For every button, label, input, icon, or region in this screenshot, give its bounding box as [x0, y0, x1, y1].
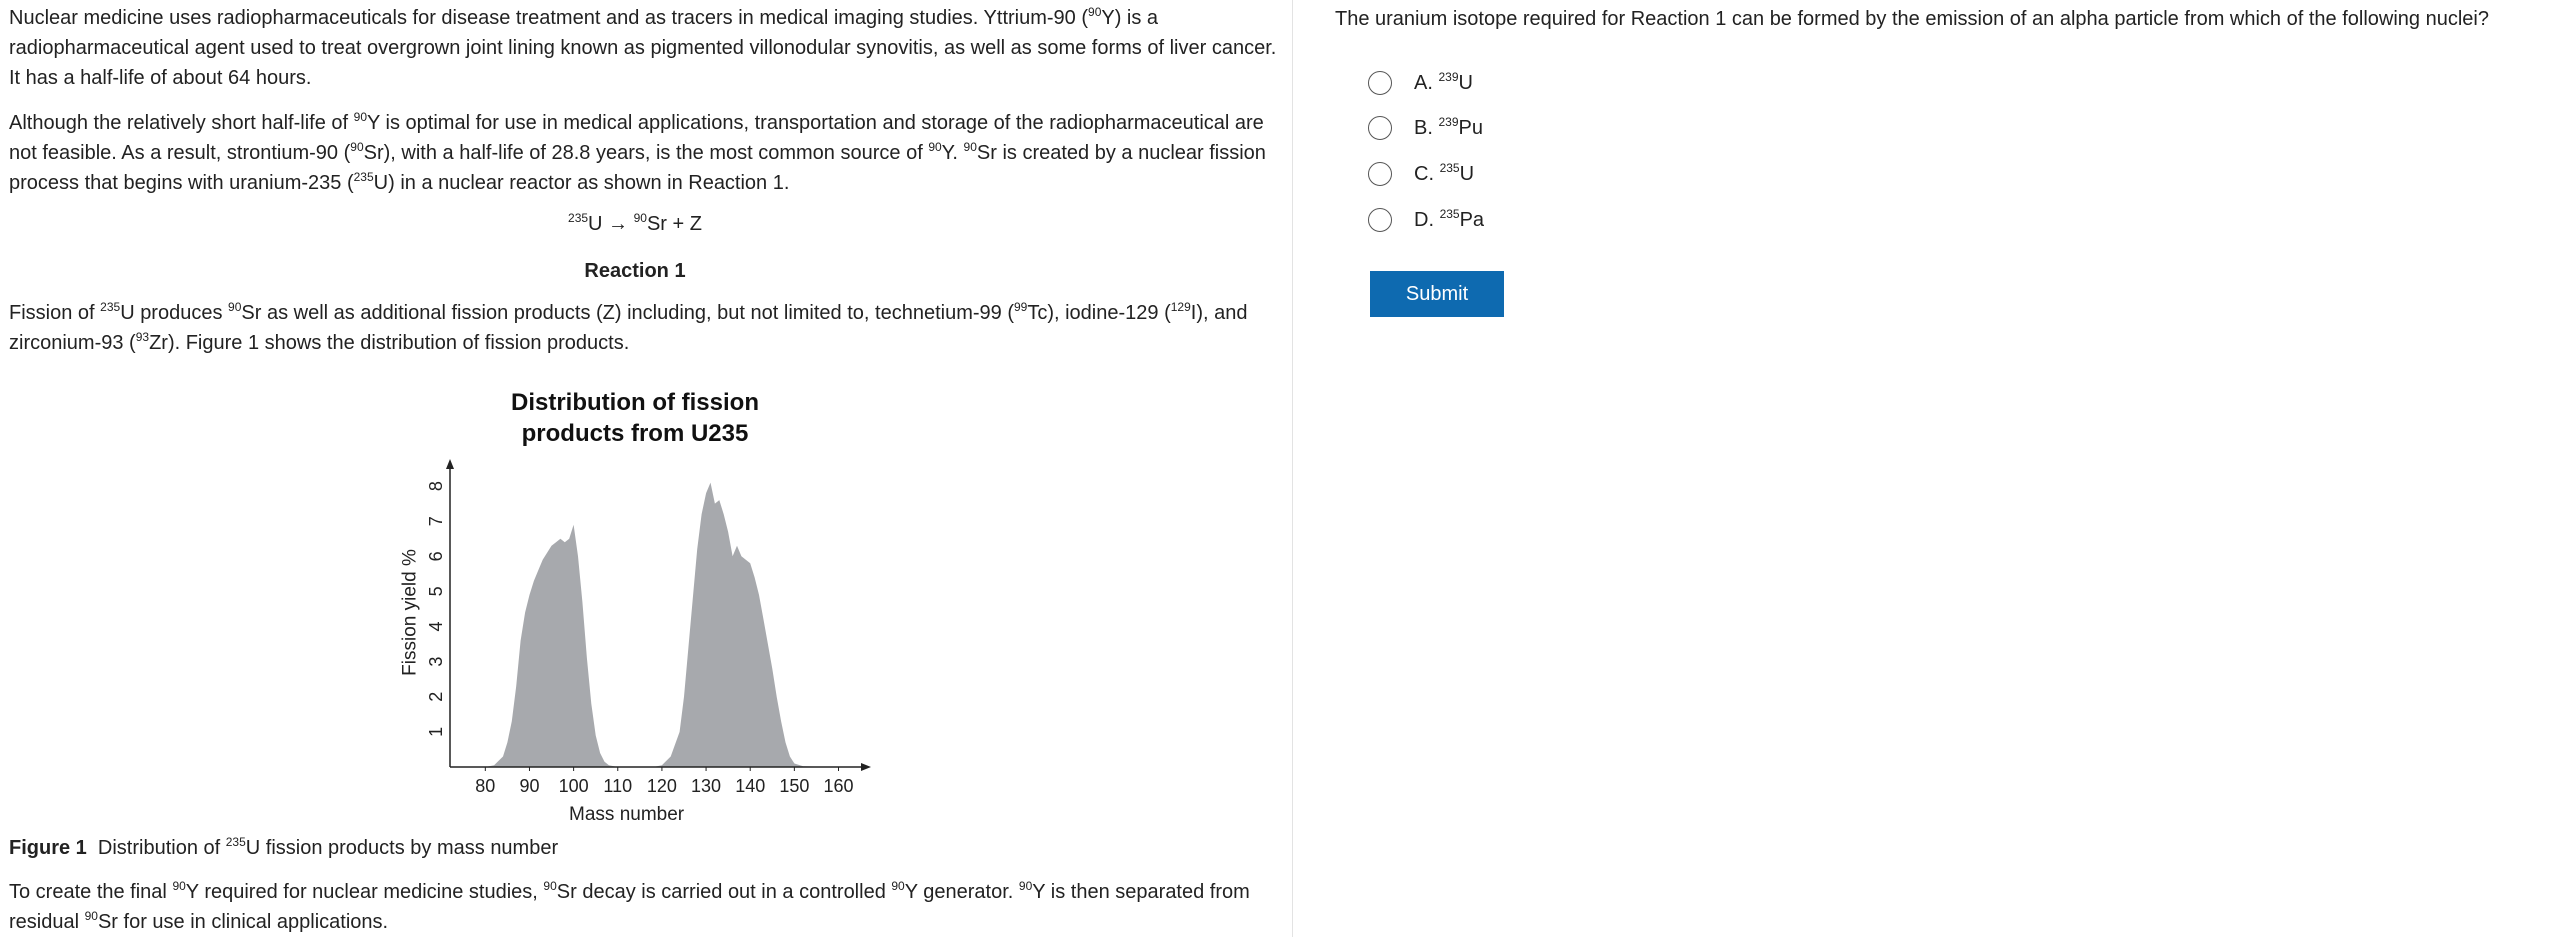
- reaction-equation: $^{235}$U → $^{90}$Sr + Z: [568, 211, 702, 235]
- x-tick-label: 90: [519, 776, 540, 796]
- passage-paragraph-3: Fission of $^{235}$U produces $^{90}$Sr as well as additional fission products (Z) including, but not limited to, technetium-99 ($^{99}$Tc), iodine-129 ($^{129}$I), and zirconium-93 ($^{93}$Zr). Figure 1 shows the distribution of fission products.: [9, 300, 1248, 354]
- x-axis-label: Mass number: [569, 804, 685, 825]
- x-tick-label: 100: [558, 776, 589, 796]
- passage-paragraph-2: Although the relatively short half-life of $^{90}$Y is optimal for use in medical applications, transportation and storage of the radiopharmaceutical are not feasible. As a result, strontium-90 ($^{90}$Sr), with a half-life of 28.8 years, is the most common source of $^{90}$Y. $^{90}$Sr is created by a nuclear fission process that begins with uranium-235 ($^{235}$U) in a nuclear reactor as shown in Reaction 1.: [9, 110, 1266, 194]
- y-axis-arrow-icon: [446, 459, 454, 469]
- chart-title-line-2: products from U235: [521, 420, 749, 447]
- x-tick-label: 150: [779, 776, 810, 796]
- x-tick-label: 120: [646, 776, 677, 796]
- y-axis-label: Fission yield %: [399, 549, 421, 676]
- option-c[interactable]: [1368, 159, 1474, 189]
- radio-circle-icon[interactable]: [1368, 162, 1392, 186]
- figure-caption: Figure 1 Distribution of $^{235}$U fission products by mass number: [9, 835, 559, 859]
- y-tick-label: 7: [426, 516, 446, 527]
- question-stem: The uranium isotope required for Reaction 1 can be formed by the emission of an alpha particle from which of the following nuclei?: [1335, 8, 2489, 30]
- fission-yield-chart: [380, 450, 880, 825]
- passage-paragraph-4: To create the final $^{90}$Y required for nuclear medicine studies, $^{90}$Sr decay is carried out in a controlled $^{90}$Y generator. $^{90}$Y is then separated from residual $^{90}$Sr for use in clinical applications.: [9, 879, 1250, 933]
- option-b[interactable]: [1368, 113, 1483, 143]
- question-pane: [1293, 0, 2568, 937]
- reaction-label: Reaction 1: [584, 260, 686, 282]
- y-tick-label: 3: [426, 656, 446, 667]
- y-tick-label: 5: [426, 586, 446, 597]
- chart-title: [440, 387, 830, 449]
- submit-button[interactable]: Submit: [1370, 271, 1504, 317]
- option-d[interactable]: [1368, 205, 1484, 235]
- y-tick-label: 2: [426, 691, 446, 702]
- x-tick-label: 80: [475, 776, 496, 796]
- radio-circle-icon[interactable]: [1368, 116, 1392, 140]
- option-d-label: D. $^{235}$Pa: [1414, 206, 1485, 231]
- option-a-label: A. $^{239}$U: [1414, 69, 1473, 94]
- option-a[interactable]: [1368, 68, 1473, 98]
- chart-title-line-1: Distribution of fission: [511, 389, 759, 416]
- y-tick-label: 1: [426, 726, 446, 737]
- x-axis-arrow-icon: [861, 763, 871, 771]
- fission-yield-area: [450, 483, 865, 767]
- x-tick-label: 110: [603, 776, 633, 796]
- x-tick-label: 130: [691, 776, 722, 796]
- y-tick-label: 8: [426, 481, 446, 492]
- y-tick-label: 6: [426, 551, 446, 562]
- x-tick-label: 160: [823, 776, 854, 796]
- y-tick-label: 4: [426, 621, 446, 632]
- radio-circle-icon[interactable]: [1368, 208, 1392, 232]
- x-tick-label: 140: [735, 776, 766, 796]
- radio-circle-icon[interactable]: [1368, 71, 1392, 95]
- passage-paragraph-1: Nuclear medicine uses radiopharmaceuticals for disease treatment and as tracers in medical imaging studies. Yttrium-90 ($^{90}$Y) is a radiopharmaceutical agent used to treat overgrown joint lining known as pigmented villonodular synovitis, as well as some forms of liver cancer. It has a half-life of about 64 hours.: [9, 5, 1277, 89]
- option-c-label: C. $^{235}$U: [1414, 160, 1475, 185]
- option-b-label: B. $^{239}$Pu: [1414, 114, 1483, 139]
